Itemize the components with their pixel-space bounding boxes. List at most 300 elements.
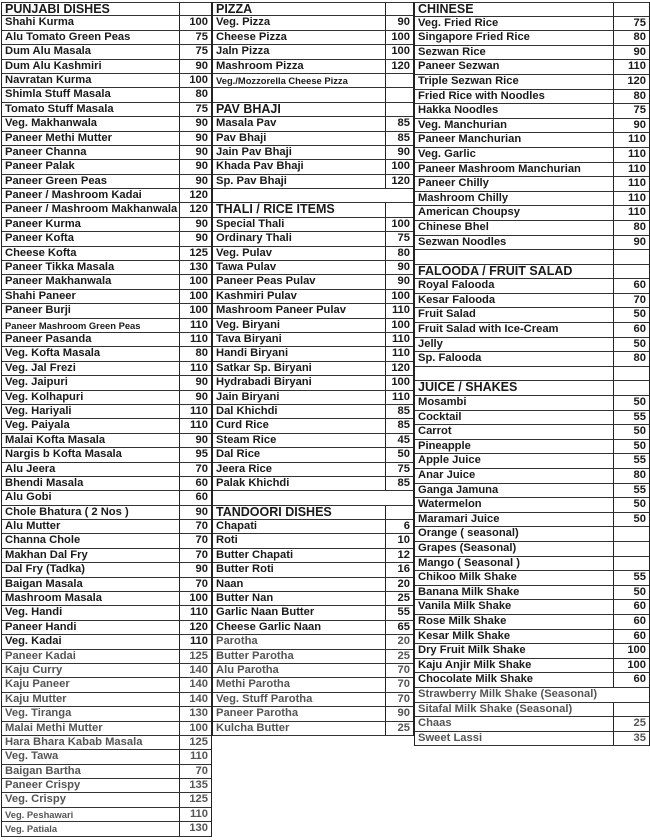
item-name: Makhan Dal Fry [5,548,88,561]
item-price: 90 [613,236,649,250]
item-price: 70 [179,463,211,476]
item-price: 60 [613,673,649,687]
item-price: 20 [385,635,413,648]
menu-item-row [415,440,649,455]
item-name: Chapati [216,520,258,533]
item-name: Rose Milk Shake [418,614,507,627]
item-price: 70 [385,693,413,706]
item-name: Hydrabadi Biryani [216,376,312,389]
item-name: Vanila Milk Shake [418,600,512,613]
menu-item-row [2,74,211,88]
menu-item-row [415,75,649,90]
item-price: 100 [385,31,413,44]
item-price: 75 [385,232,413,245]
menu-item-row [2,45,211,59]
item-name: Sweet Lassi [418,731,483,744]
menu-item-row [415,484,649,499]
item-price: 75 [179,45,211,58]
menu-item-row [415,236,649,251]
item-price: 85 [385,477,413,490]
menu-item-row [415,163,649,178]
menu-item-row [213,448,413,462]
item-name: Paneer Crispy [5,779,81,792]
item-price: 60 [179,477,211,490]
menu-item-row [415,60,649,75]
item-name: Pav Bhaji [216,131,267,144]
item-name: Ordinary Thali [216,232,292,245]
item-price: 90 [179,132,211,145]
item-name: Mosambi [418,396,467,409]
item-name: Veg. Hariyali [5,404,72,417]
item-price: 55 [385,606,413,619]
item-name: Malai Methi Mutter [5,721,103,734]
menu-item-row [415,177,649,192]
item-price: 80 [613,31,649,45]
item-name: Methi Parotha [216,678,290,691]
menu-item-row [2,391,211,405]
item-name: Paneer Pasanda [5,332,92,345]
item-name: Hara Bhara Kabab Masala [5,735,143,748]
menu-item-row [2,506,211,520]
item-name: Baigan Bartha [5,764,81,777]
item-price: 125 [179,793,211,806]
item-price: 120 [385,175,413,188]
menu-item-row [213,275,413,289]
item-price: 100 [179,290,211,303]
menu-item-row [2,707,211,721]
item-price: 50 [613,425,649,439]
item-name: Veg. Manchurian [418,118,507,131]
item-name: Special Thali [216,217,285,230]
item-name: Dum Alu Kashmiri [5,59,102,72]
item-price: 60 [613,600,649,614]
menu-item-row [415,732,649,747]
menu-item-row [2,290,211,304]
item-price: 90 [385,707,413,720]
section-header [415,381,649,396]
item-price: 110 [179,362,211,375]
item-price: 110 [179,606,211,619]
item-price: 100 [385,45,413,58]
item-name: Khada Pav Bhaji [216,160,304,173]
item-name: Paneer Kadai [5,649,76,662]
item-name: Mashroom Paneer Pulav [216,304,346,317]
menu-item-row [2,319,211,333]
menu-item-row [2,16,211,30]
item-name: Paneer Kurma [5,217,81,230]
item-price: 50 [613,513,649,527]
item-name: Veg./Mozzorella Cheese Pizza [216,74,348,86]
item-name: Carrot [418,425,452,438]
menu-item-row [2,736,211,750]
menu-item-row [213,592,413,606]
menu-item-row [2,117,211,131]
menu-item-row [213,549,413,563]
item-name: Maramari Juice [418,512,500,525]
item-name: Tomato Stuff Masala [5,102,114,115]
menu-item-row [2,203,211,217]
item-price: 100 [179,722,211,735]
item-price [613,688,649,702]
menu-item-row [2,635,211,649]
menu-item-row [415,425,649,440]
menu-item-row [2,563,211,577]
item-name: Roti [216,534,238,547]
section-header [213,506,413,520]
item-name: Dry Fruit Milk Shake [418,644,526,657]
item-name: Mashroom Pizza [216,59,304,72]
item-name: Butter Nan [216,592,274,605]
menu-item-row [2,606,211,620]
item-price: 90 [613,119,649,133]
menu-item-row [2,664,211,678]
item-name: Curd Rice [216,419,269,432]
item-price: 70 [179,765,211,778]
item-price: 110 [385,347,413,360]
item-name: Chinese Bhel [418,220,489,233]
item-price: 125 [179,650,211,663]
item-name: Cheese Pizza [216,30,287,43]
item-name: Veg. Tiranga [5,707,72,720]
item-name: Paneer Sezwan [418,60,500,73]
item-price: 50 [613,498,649,512]
item-name: Watermelon [418,498,482,511]
menu-item-row [415,644,649,659]
section-header [415,265,649,280]
menu-item-row [2,405,211,419]
menu-item-row [213,304,413,318]
item-price: 65 [385,621,413,634]
item-price [179,3,211,15]
item-name: Paneer Manchurian [418,133,522,146]
item-price: 50 [613,586,649,600]
item-price: 80 [179,347,211,360]
item-price: 100 [385,218,413,231]
item-name: Nargis b Kofta Masala [5,448,122,461]
item-price: 35 [613,732,649,746]
menu-item-row [2,232,211,246]
menu-item-row [415,104,649,119]
menu-item-row [415,279,649,294]
menu-item-row [2,793,211,807]
menu-item-row [2,132,211,146]
menu-item-row [2,160,211,174]
item-name: Mango ( Seasonal ) [418,556,520,569]
item-price [385,203,413,216]
item-name: Satkar Sp. Biryani [216,361,312,374]
item-name: Kulcha Butter [216,721,290,734]
item-name: Paneer / Mashroom Kadai [5,189,142,202]
item-price: 95 [179,448,211,461]
menu-item-row [2,578,211,592]
item-name: Masala Pav [216,117,277,130]
item-price: 25 [385,592,413,605]
item-name: Veg. Pulav [216,246,272,259]
item-price: 110 [613,60,649,74]
menu-item-row [213,376,413,390]
item-name: Veg. Jal Frezi [5,361,76,374]
item-name: Sezwan Noodles [418,235,507,248]
item-name: Paneer Makhanwala [5,275,112,288]
item-price [613,381,649,395]
item-price: 120 [385,362,413,375]
menu-item-row [213,391,413,405]
menu-item-row [213,419,413,433]
item-price [385,74,413,87]
menu-item-row [213,218,413,232]
item-name: Dal Khichdi [216,404,278,417]
blank-row [415,367,649,382]
item-price: 55 [613,411,649,425]
item-price: 120 [385,60,413,73]
menu-item-row [415,338,649,353]
item-name: Chocolate Milk Shake [418,673,534,686]
blank-row [213,491,413,505]
item-name: Fruit Salad [418,308,476,321]
item-name: American Choupsy [418,206,520,219]
menu-item-row [415,571,649,586]
menu-item-row [213,362,413,376]
item-name: Banana Milk Shake [418,585,520,598]
item-price: 10 [385,534,413,547]
item-price [385,88,413,101]
item-name: Dum Alu Masala [5,45,91,58]
item-name: Shimla Stuff Masala [5,88,111,101]
item-price [613,557,649,571]
item-name: Royal Falooda [418,279,495,292]
item-name [213,189,385,202]
item-name: Sp. Pav Bhaji [216,174,287,187]
item-price: 80 [179,88,211,101]
item-price: 75 [613,17,649,31]
menu-item-row [213,175,413,189]
menu-item-row [213,45,413,59]
item-name: Veg. Kofta Masala [5,347,101,360]
menu-item-row [415,659,649,674]
item-price: 110 [613,133,649,147]
item-name: Veg. Makhanwala [5,117,98,130]
menu-item-row [2,419,211,433]
item-name: Handi Biryani [216,347,289,360]
item-price [385,103,413,116]
menu-item-row [213,693,413,707]
item-name: Sezwan Rice [418,45,486,58]
item-name: Paneer Tikka Masala [5,261,115,274]
item-price [385,3,413,15]
item-price: 75 [179,31,211,44]
menu-item-row [213,261,413,275]
item-price: 100 [179,592,211,605]
menu-item-row [2,534,211,548]
menu-column-punjabi [1,2,212,837]
menu-item-row [415,513,649,528]
item-price: 110 [179,319,211,332]
item-name: Veg. Handi [5,606,63,619]
item-name: Strawberry Milk Shake (Seasonal) [418,687,598,700]
menu-item-row [415,396,649,411]
item-price: 85 [385,419,413,432]
item-name: Singapore Fried Rice [418,31,530,44]
item-price: 120 [179,203,211,216]
item-price: 110 [613,206,649,220]
item-name: Cocktail [418,410,462,423]
item-name: Veg. Crispy [5,793,66,806]
item-price: 85 [385,117,413,130]
item-price: 6 [385,520,413,533]
item-price: 70 [179,520,211,533]
item-price: 90 [179,232,211,245]
item-price: 110 [613,163,649,177]
item-price [613,250,649,264]
menu-item-row [2,333,211,347]
item-name: Alu Gobi [5,491,52,504]
menu-item-row [2,175,211,189]
item-name: Garlic Naan Butter [216,606,315,619]
item-price [613,703,649,717]
item-price: 110 [179,808,211,821]
menu-item-row [2,808,211,822]
item-price: 100 [179,275,211,288]
item-price: 90 [179,563,211,576]
item-name: Palak Khichdi [216,476,290,489]
item-name: Paneer Channa [5,145,87,158]
item-name: Navratan Kurma [5,73,92,86]
item-name: Jaln Pizza [216,45,270,58]
item-name: Cheese Garlic Naan [216,620,322,633]
menu-item-row [2,779,211,793]
menu-item-row [2,103,211,117]
item-price: 100 [613,659,649,673]
item-price: 20 [385,578,413,591]
item-price: 125 [179,247,211,260]
item-name: Parotha [216,635,258,648]
item-name: Veg. Stuff Parotha [216,692,313,705]
item-name: Veg. Jaipuri [5,376,68,389]
item-name: Jeera Rice [216,462,272,475]
item-price: 90 [385,275,413,288]
menu-item-row [213,74,413,88]
menu-item-row [213,621,413,635]
menu-item-row [2,621,211,635]
item-name: Pineapple [418,439,471,452]
menu-item-row [2,750,211,764]
item-name: Paneer Parotha [216,707,299,720]
item-price: 120 [613,75,649,89]
menu-item-row [213,132,413,146]
item-name: Paneer Chilly [418,177,489,190]
item-name: Tava Biryani [216,332,282,345]
menu-item-row [2,189,211,203]
menu-item-row [2,491,211,505]
menu-item-row [213,434,413,448]
section-title: PAV BHAJI [216,102,281,116]
item-name: Kesar Falooda [418,293,496,306]
menu-item-row [415,542,649,557]
menu-item-row [415,703,649,718]
item-price: 50 [613,440,649,454]
menu-item-row [2,549,211,563]
item-price: 75 [179,103,211,116]
item-name: Paneer Mashroom Green Peas [5,319,141,331]
item-price: 50 [613,308,649,322]
item-name: Paneer Handi [5,620,77,633]
item-name [213,88,385,101]
menu-item-row [415,454,649,469]
menu-item-row [213,405,413,419]
blank-row [213,88,413,102]
item-price [385,491,413,504]
menu-item-row [2,722,211,736]
item-name: Veg. Paiyala [5,419,70,432]
menu-item-row [415,206,649,221]
item-name: Butter Chapati [216,548,294,561]
menu-item-row [213,117,413,131]
menu-item-row [213,707,413,721]
item-price: 130 [179,707,211,720]
item-price [613,367,649,381]
item-price: 45 [385,434,413,447]
item-name: Cheese Kofta [5,246,77,259]
item-name: Kashmiri Pulav [216,289,297,302]
menu-item-row [213,247,413,261]
item-price: 90 [613,46,649,60]
item-name: Tawa Pulav [216,261,277,274]
item-name: Sp. Falooda [418,352,482,365]
menu-item-row [415,673,649,688]
item-price [613,542,649,556]
section-title: TANDOORI DISHES [216,505,332,519]
section-title: FALOODA / FRUIT SALAD [418,264,573,278]
menu-item-row [2,678,211,692]
menu-item-row [213,520,413,534]
section-header [213,103,413,117]
item-price: 90 [179,175,211,188]
item-price: 90 [179,506,211,519]
item-name: Chaas [418,717,452,730]
menu-item-row [2,304,211,318]
item-name: Fruit Salad with Ice-Cream [418,323,559,336]
item-name: Veg. Garlic [418,147,476,160]
item-price: 120 [179,621,211,634]
menu-item-row [213,722,413,736]
item-name: Kesar Milk Shake [418,629,511,642]
item-price: 60 [613,323,649,337]
menu-item-row [415,221,649,236]
item-price [613,527,649,541]
item-price: 110 [179,333,211,346]
item-price: 110 [385,304,413,317]
menu-item-row [415,586,649,601]
item-name: Dal Rice [216,448,261,461]
item-price [613,265,649,279]
menu-item-row [415,411,649,426]
item-price: 100 [613,644,649,658]
item-price: 130 [179,822,211,835]
item-name: Paneer Methi Mutter [5,131,112,144]
item-name: Veg. Kolhapuri [5,390,84,403]
menu-item-row [2,650,211,664]
item-name: Paneer Green Peas [5,174,107,187]
item-price: 70 [179,578,211,591]
item-price: 25 [385,722,413,735]
item-price: 60 [179,491,211,504]
item-price: 85 [385,405,413,418]
item-price: 90 [179,391,211,404]
item-price: 70 [385,664,413,677]
menu-item-row [415,352,649,367]
item-price: 110 [613,192,649,206]
item-name: Alu Tomato Green Peas [5,30,131,43]
